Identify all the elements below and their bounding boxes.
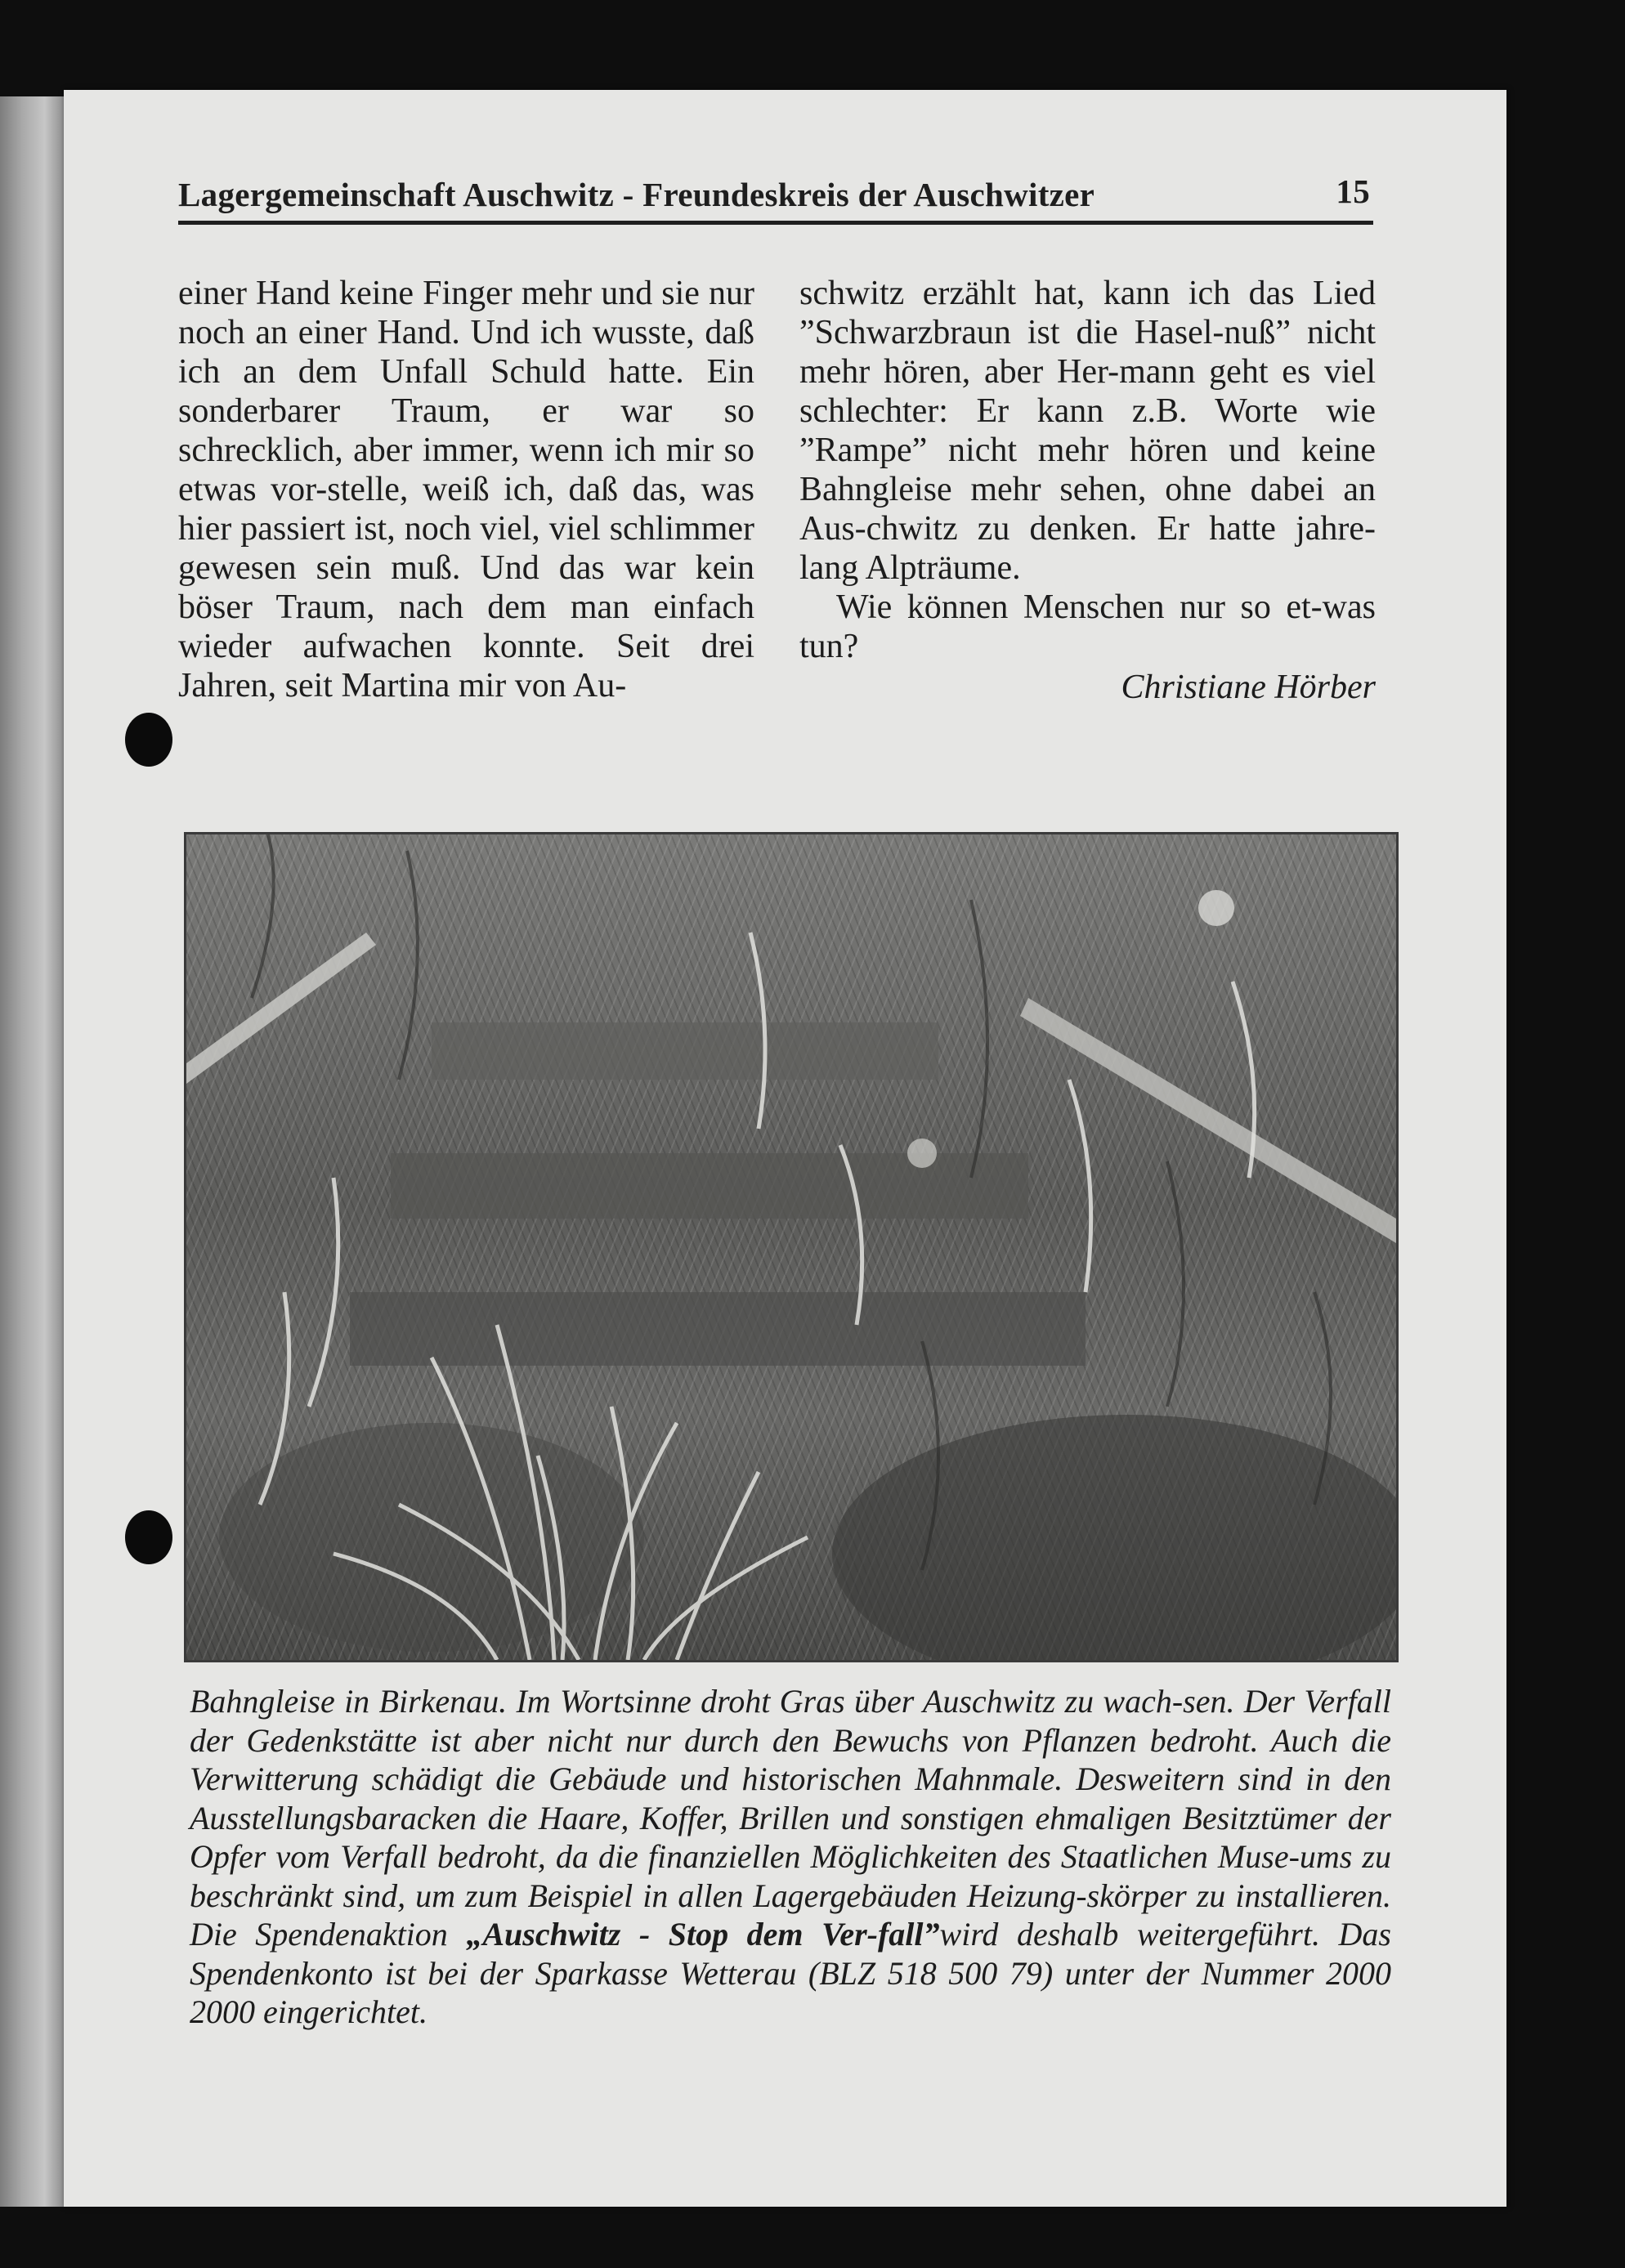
sleeper <box>350 1292 1086 1366</box>
flower <box>907 1138 937 1168</box>
rail-left <box>186 933 376 1084</box>
article-column-left <box>178 274 754 705</box>
caption-text: Bahngleise in Birkenau. Im Wortsinne droht Gras über Auschwitz zu wach-sen. Der Verfall der Gedenkstätte ist aber nicht nur durch den Bewuchs von Pflanzen bedroht. Auch die Verwitterung schädigt die Gebäude und historischen Mahnmale. Desweitern sind in den Ausstellungsbaracken die Haare, Koffer, Brillen und sonstigen ehmaligen Besitztümer der Opfer vom Verfall bedroht, da die finanziellen Möglichkeiten des Staatlichen Muse-ums zu beschränkt sind, um zum Beispiel in allen Lagergebäuden Heizung-skörper zu installieren. Die Spendenaktion <box>190 1683 1391 1953</box>
article-column-right <box>799 274 1376 707</box>
author-signature: Christiane Hörber <box>1121 669 1376 706</box>
flower <box>1198 890 1234 926</box>
photo-illustration <box>186 834 1396 1660</box>
photo-caption <box>190 1682 1391 2032</box>
page-number: 15 <box>1336 172 1370 210</box>
photo-railway-tracks-overgrown <box>184 832 1399 1662</box>
caption-campaign-name: „Auschwitz - Stop dem Ver-fall” <box>466 1916 940 1953</box>
adjacent-page-edge <box>0 96 64 2207</box>
article-paragraph: schwitz erzählt hat, kann ich das Lied ”Schwarzbraun ist die Hasel-nuß” nicht mehr hören, aber Her-mann geht es viel schlechter: Er kann z.B. Worte wie ”Rampe” nicht mehr hören und keine Bahngleise mehr sehen, ohne dabei an Aus-chwitz zu denken. Er hatte jahre-lang Alpträume. <box>799 275 1376 587</box>
header-title: Lagergemeinschaft Auschwitz - Freundeskreis der Auschwitzer <box>178 176 1095 213</box>
running-header <box>178 170 1373 225</box>
rail-right <box>1020 998 1396 1243</box>
punch-hole-top <box>125 713 172 767</box>
punch-hole-bottom <box>125 1510 172 1564</box>
caption-text: wird deshalb weitergeführt. Das Spendenkonto ist bei der Sparkasse Wetterau (BLZ 518 500 79) unter der Nummer 2000 2000 eingerichtet. <box>190 1916 1391 2030</box>
article-text-left: einer Hand keine Finger mehr und sie nur noch an einer Hand. Und ich wusste, daß ich an dem Unfall Schuld hatte. Ein sonderbarer Traum, er war so schrecklich, aber immer, wenn ich mir so etwas vor-stelle, weiß ich, daß das, was hier passiert ist, noch viel, viel schlimmer gewesen sein muß. Und das war kein böser Traum, nach dem man einfach wieder aufwachen konnte. Seit drei Jahren, seit Martina mir von Au- <box>178 275 754 705</box>
ground-shadow <box>832 1415 1396 1660</box>
ground-shadow <box>219 1423 644 1652</box>
sleeper <box>432 1022 938 1080</box>
article-paragraph: Wie können Menschen nur so et-was tun? <box>799 588 1376 665</box>
